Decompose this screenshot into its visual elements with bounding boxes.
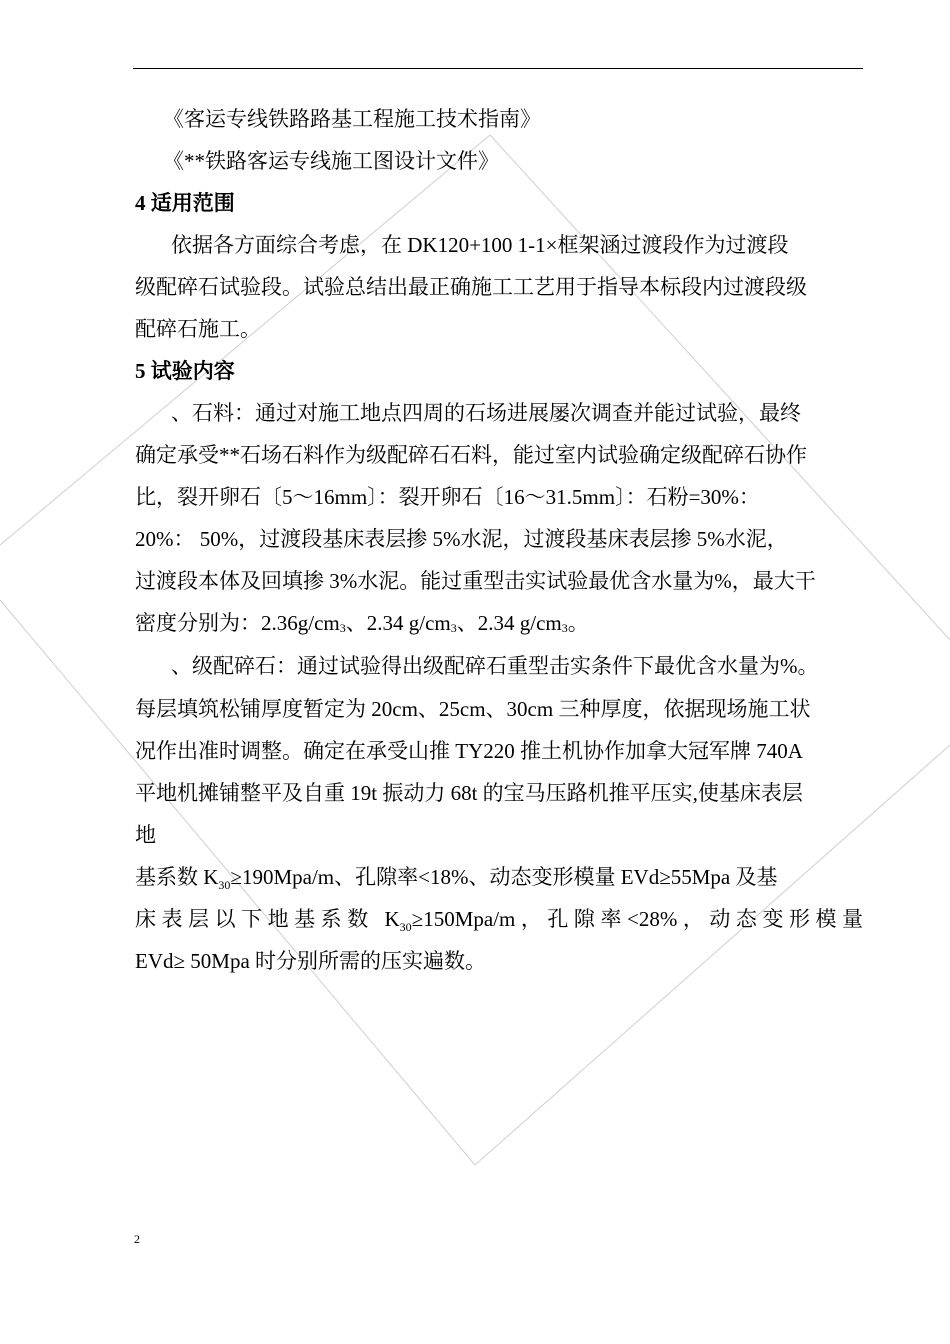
k30-line-2 [135,898,863,940]
k30-line-1 [135,856,863,898]
stone-paragraph-line-5: 过渡段本体及回填掺 3%水泥。能过重型击实试验最优含水量为%，最大干 [135,569,816,593]
page-number: 2 [134,1232,140,1246]
stone-paragraph-line-2: 确定承受**石场石料作为级配碎石石料，能过室内试验确定级配碎石协作 [135,443,807,467]
density-separator-1: 、 [345,611,367,635]
final-line: EVd≥ 50Mpa 时分别所需的压实遍数。 [135,949,487,973]
density-separator-2: 、 [456,611,478,635]
density-value-1: 2.36g/cm [261,611,340,635]
density-exponent-1: 3 [339,621,346,635]
section-4-line-1: 依据各方面综合考虑，在 DK120+100 1-1×框架涵过渡段作为过渡段 [171,233,789,257]
density-line [135,602,863,644]
gravel-paragraph-line-3: 况作出准时调整。确定在承受山推 TY220 推土机协作加拿大冠军牌 740A [135,739,803,763]
gravel-paragraph-line-2: 每层填筑松铺厚度暂定为 20cm、25cm、30cm 三种厚度，依据现场施工状 [135,697,811,721]
document-body [135,98,863,982]
gravel-paragraph-line-5: 地 [135,823,156,847]
stone-paragraph-line-1: 、石料：通过对施工地点四周的石场进展屡次调查并能过试验，最终 [171,401,801,425]
k30-line-1-subscript: 30 [218,878,231,892]
density-exponent-3: 3 [561,621,568,635]
k30-line-2-prefix: 床表层以下地基系数 K [135,907,400,931]
stone-paragraph-line-3: 比，裂开卵石〔5～16mm〕：裂开卵石〔16～31.5mm〕：石粉=30%： [135,485,760,509]
density-value-2: 2.34 g/cm [366,611,451,635]
k30-line-2-text: ≥150Mpa/m，孔隙率<28%，动态变形模量 [411,907,863,931]
header-rule [133,68,863,69]
k30-line-2-subscript: 30 [399,920,412,934]
density-end: 。 [567,611,589,635]
gravel-paragraph-line-4: 平地机摊铺整平及自重 19t 振动力 68t 的宝马压路机推平压实,使基床表层 [135,781,803,805]
density-exponent-2: 3 [450,621,457,635]
k30-line-1-text: ≥190Mpa/m、孔隙率<18%、动态变形模量 EVd≥55Mpa 及基 [230,865,778,889]
section-5-heading: 5 试验内容 [135,359,235,383]
reference-2: 《**铁路客运专线施工图设计文件》 [163,149,499,173]
reference-1: 《客运专线铁路路基工程施工技术指南》 [163,107,541,131]
gravel-paragraph-line-1: 、级配碎石：通过试验得出级配碎石重型击实条件下最优含水量为%。 [171,654,819,678]
density-value-3: 2.34 g/cm [477,611,562,635]
section-4-line-2: 级配碎石试验段。试验总结出最正确施工工艺用于指导本标段内过渡段级 [135,275,807,299]
k30-line-1-prefix: 基系数 K [135,865,219,889]
density-prefix: 密度分别为： [135,611,261,635]
section-4-heading: 4 适用范围 [135,191,235,215]
section-4-line-3: 配碎石施工。 [135,317,261,341]
stone-paragraph-line-4: 20%： 50%，过渡段基床表层掺 5%水泥，过渡段基床表层掺 5%水泥， [135,527,788,551]
